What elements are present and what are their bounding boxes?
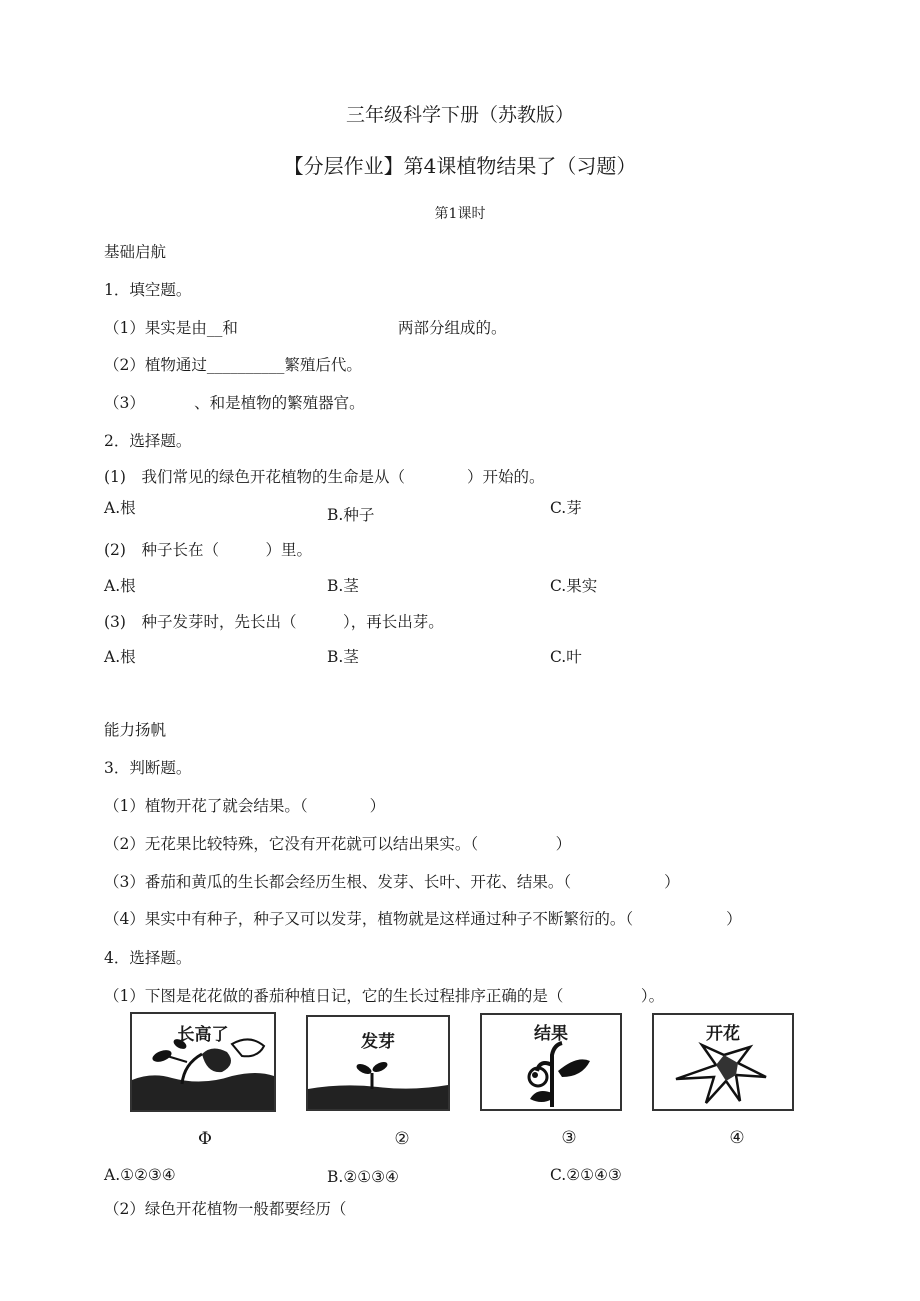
q2-sub1-option-a[interactable]: A.根 <box>104 499 136 517</box>
page-title: 三年级科学下册（苏教版） <box>345 104 574 126</box>
figure-3-number: ③ <box>561 1128 577 1148</box>
figure-flower <box>652 1013 794 1111</box>
q2-sub3-option-a[interactable]: A.根 <box>104 648 136 666</box>
q2-sub2-option-c[interactable]: C.果实 <box>550 577 598 595</box>
q4-sub2-stem: （2）绿色开花植物一般都要经历（ <box>104 1200 347 1218</box>
q2-heading: 2．选择题。 <box>104 432 192 450</box>
figure-fruit-label: 结果 <box>534 1024 568 1044</box>
q4-sub1-option-c[interactable]: C.②①④③ <box>550 1166 622 1184</box>
q2-sub1-option-b[interactable]: B.种子 <box>327 506 375 524</box>
q2-sub3-stem: (3) 种子发芽时，先长出（ ），再长出芽。 <box>104 613 444 631</box>
section-basic: 基础启航 <box>104 243 167 261</box>
page-subtitle: 【分层作业】第4课植物结果了（习题） <box>283 154 637 178</box>
q1-item3: （3） 、和是植物的繁殖器官。 <box>104 394 365 412</box>
q2-sub2-option-a[interactable]: A.根 <box>104 577 136 595</box>
figure-sprout <box>306 1015 450 1111</box>
figure-fruit <box>480 1013 622 1111</box>
section-advanced: 能力扬帆 <box>104 721 167 739</box>
q3-heading: 3．判断题。 <box>104 759 192 777</box>
q3-item1: （1）植物开花了就会结果。（ ） <box>104 797 386 815</box>
q4-sub1-stem: （1）下图是花花做的番茄种植日记，它的生长过程排序正确的是（ ）。 <box>104 987 665 1005</box>
figure-grown-tall <box>130 1012 276 1112</box>
q1-heading: 1．填空题。 <box>104 281 192 299</box>
q1-item1-part-a: （1）果实是由__和 <box>104 319 238 337</box>
q1-item2: （2）植物通过__________繁殖后代。 <box>104 356 362 374</box>
q3-item2: （2）无花果比较特殊，它没有开花就可以结出果实。（ ） <box>104 835 572 853</box>
figure-flower-label: 开花 <box>706 1024 740 1044</box>
figure-1-number: Φ <box>198 1129 212 1149</box>
q2-sub1-option-c[interactable]: C.芽 <box>550 499 582 517</box>
q2-sub3-option-b[interactable]: B.茎 <box>327 648 359 666</box>
q2-sub2-stem: (2) 种子长在（ ）里。 <box>104 541 312 559</box>
q4-heading: 4．选择题。 <box>104 949 192 967</box>
q1-item1-part-b: 两部分组成的。 <box>398 319 507 337</box>
figure-2-number: ② <box>394 1129 410 1149</box>
figure-grown-tall-label: 长高了 <box>177 1025 229 1045</box>
lesson-label: 第1课时 <box>434 206 486 222</box>
q2-sub1-stem: (1) 我们常见的绿色开花植物的生命是从（ ）开始的。 <box>104 468 545 486</box>
figure-sprout-label: 发芽 <box>361 1032 395 1052</box>
q3-item3: （3）番茄和黄瓜的生长都会经历生根、发芽、长叶、开花、结果。（ ） <box>104 873 680 891</box>
q4-sub1-option-b[interactable]: B.②①③④ <box>327 1168 399 1186</box>
q2-sub2-option-b[interactable]: B.茎 <box>327 577 359 595</box>
q4-sub1-option-a[interactable]: A.①②③④ <box>104 1166 176 1184</box>
q2-sub3-option-c[interactable]: C.叶 <box>550 648 582 666</box>
q3-item4: （4）果实中有种子，种子又可以发芽，植物就是这样通过种子不断繁衍的。（ ） <box>104 910 742 928</box>
figure-4-number: ④ <box>729 1128 745 1148</box>
